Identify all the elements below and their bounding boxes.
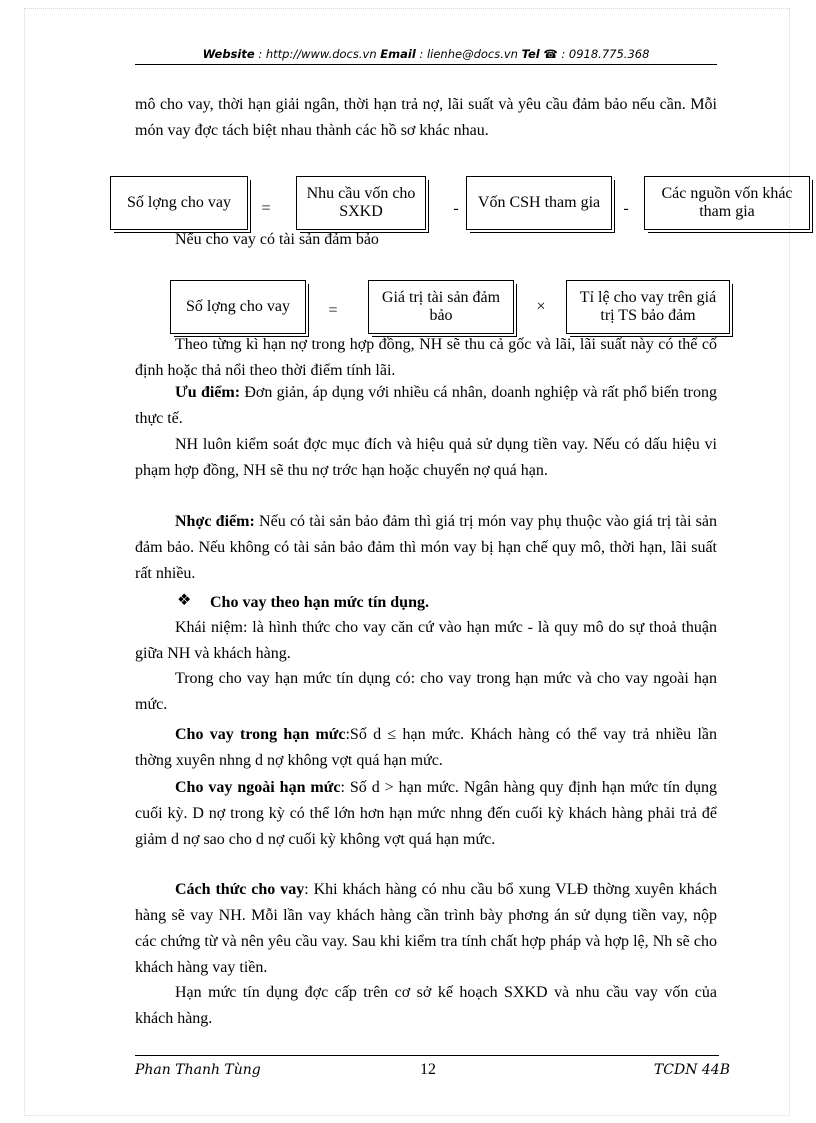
phone-icon: ☎ xyxy=(543,47,558,61)
advantages-label: Ưu điểm: xyxy=(175,384,241,401)
paragraph-concept: Khái niệm: là hình thức cho vay căn cứ vào hạn mức - là quy mô do sự thoả thuận giữa NH và khách hàng. xyxy=(135,619,717,662)
header-rule xyxy=(135,64,717,65)
method-label: Cách thức cho vay xyxy=(175,881,305,898)
website-value: : http://www.docs.vn xyxy=(258,47,377,61)
footer-page-number: 12 xyxy=(420,1061,436,1078)
advantages-text: Đơn giản, áp dụng với nhiều cá nhân, doanh nghiệp và rất phổ biến trong thực tế. xyxy=(135,384,717,427)
outside-limit-label: Cho vay ngoài hạn mức xyxy=(175,779,341,796)
footer-author: Phan Thanh Tùng xyxy=(135,1062,261,1078)
formula2-box-collateral-value: Giá trị tài sản đảm bảo xyxy=(368,280,514,334)
formula2-times: × xyxy=(536,298,546,315)
section-heading: Cho vay theo hạn mức tín dụng. xyxy=(210,594,429,611)
email-value: : lienhe@docs.vn xyxy=(419,47,518,61)
tel-label: Tel xyxy=(521,47,540,61)
formula2-box-loan-ratio: Tỉ lệ cho vay trên giá trị TS bảo đảm xyxy=(566,280,730,334)
page-header xyxy=(135,47,717,61)
paragraph-outside-limit xyxy=(135,775,717,853)
formula1-box-other-sources: Các nguồn vốn khác tham gia xyxy=(644,176,810,230)
paragraph-control: NH luôn kiểm soát đợc mục đích và hiệu quả sử dụng tiền vay. Nếu có dấu hiệu vi phạm hợp đồng, NH sẽ thu nợ trớc hạn hoặc chuyển nợ quá hạn. xyxy=(135,436,717,479)
email-label: Email xyxy=(380,47,416,61)
website-label: Website xyxy=(202,47,255,61)
footer-rule xyxy=(135,1055,719,1056)
paragraph-credit-limit: Hạn mức tín dụng đợc cấp trên cơ sở kế hoạch SXKD và nhu cầu vay vốn của khách hàng. xyxy=(135,984,717,1027)
paragraph-advantages xyxy=(135,380,717,432)
paragraph-secured-loan: Nếu cho vay có tài sản đảm bảo xyxy=(175,231,379,248)
within-limit-label: Cho vay trong hạn mức xyxy=(175,726,346,743)
formula1-box-capital-need: Nhu cầu vốn cho SXKD xyxy=(296,176,426,230)
paragraph-repayment: Theo từng kì hạn nợ trong hợp đồng, NH sẽ thu cả gốc và lãi, lãi suất này có thể cố định hoặc thả nổi theo thời điểm tính lãi. xyxy=(135,336,717,379)
formula1-minus-1: - xyxy=(453,200,459,217)
formula2-equals: = xyxy=(328,302,338,319)
outside-limit-text: : Số d > hạn mức. Ngân hàng quy định hạn mức tín dụng cuối kỳ. D nợ trong kỳ có thể lớn hơn hạn mức nhng đến cuối kỳ khách hàng phải trả để giảm d nợ sao cho d nợ cuối kỳ không vợt quá hạn mức. xyxy=(135,779,717,848)
paragraph-types: Trong cho vay hạn mức tín dụng có: cho vay trong hạn mức và cho vay ngoài hạn mức. xyxy=(135,670,717,713)
diamond-bullet-icon: ❖ xyxy=(177,592,192,609)
within-limit-text: :Số d ≤ hạn mức. Khách hàng có thể vay trả nhiều lần thờng xuyên nhng d nợ không vợt quá hạn mức. xyxy=(135,726,717,769)
disadvantages-label: Nhợc điểm: xyxy=(175,513,255,530)
disadvantages-text: Nếu có tài sản bảo đảm thì giá trị món vay phụ thuộc vào giá trị tài sản đảm bảo. Nếu không có tài sản bảo đảm thì món vay bị hạn chế quy mô, thời hạn, lãi suất rất nhiều. xyxy=(135,513,718,582)
formula1-minus-2: - xyxy=(623,200,629,217)
footer-class-code: TCDN 44B xyxy=(653,1062,730,1078)
formula1-equals: = xyxy=(261,200,271,217)
formula1-box-equity: Vốn CSH tham gia xyxy=(466,176,612,230)
paragraph-intro: mô cho vay, thời hạn giải ngân, thời hạn trả nợ, lãi suất và yêu cầu đảm bảo nếu cần. Mỗi món vay đợc tách biệt nhau thành các hồ sơ khác nhau. xyxy=(135,96,717,139)
formula1-box-loan-amount: Số lợng cho vay xyxy=(110,176,248,230)
formula2-box-loan-amount: Số lợng cho vay xyxy=(170,280,306,334)
method-text: : Khi khách hàng có nhu cầu bổ xung VLĐ thờng xuyên khách hàng sẽ vay NH. Mỗi lần vay khách hàng cần trình bày phơng án sử dụng tiền vay, nộp các chứng từ và nên yêu cầu vay. Sau khi kiểm tra tính chất hợp pháp và hợp lệ, Nh sẽ cho khách hàng vay tiền. xyxy=(135,881,718,976)
paragraph-within-limit xyxy=(135,722,717,774)
paragraph-disadvantages xyxy=(135,509,717,587)
paragraph-method xyxy=(135,877,717,981)
tel-value: : 0918.775.368 xyxy=(561,47,650,61)
